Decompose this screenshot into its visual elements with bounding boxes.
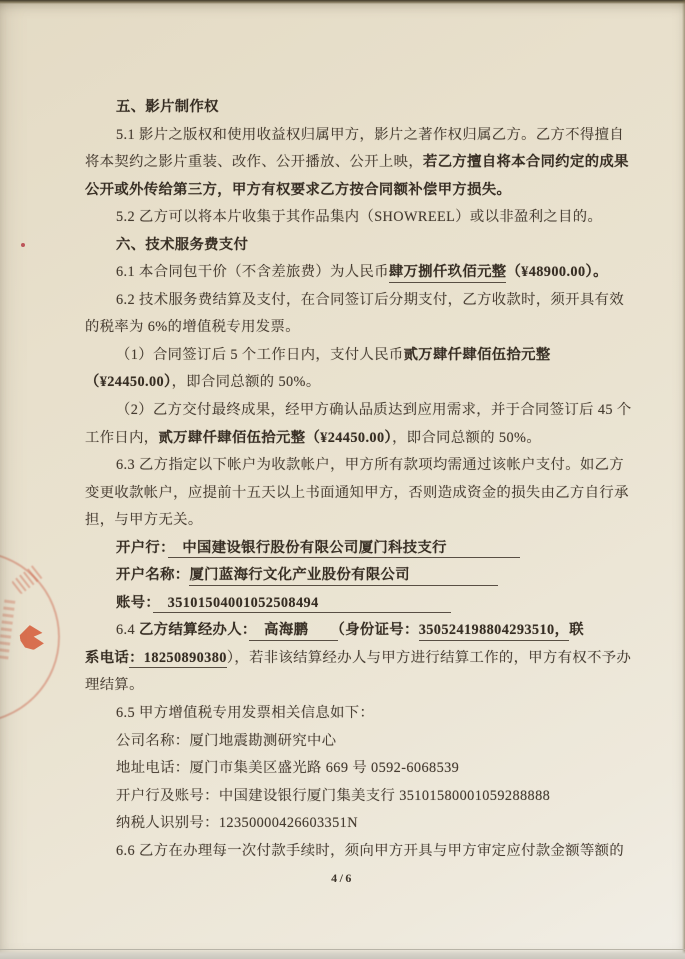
clause-6-3-line-2 (85, 480, 629, 508)
text-segment: 系电话 (85, 649, 130, 666)
text-segment: 纳税人识别号：12350000426603351N (116, 815, 358, 832)
text-segment: 350524198804293510， (419, 622, 570, 641)
field-address-phone (85, 755, 609, 783)
clause-5-2 (85, 204, 609, 232)
clause-5-1-line-3 (85, 177, 609, 205)
text-segment: 6.4 (116, 622, 140, 639)
text-segment: 厦门蓝海行文化产业股份有限公司 (189, 567, 498, 586)
contract-body-text (85, 94, 632, 865)
text-segment: 6.6 乙方在办理每一次付款手续时，须向甲方开具与甲方审定应付款金额等额的 (116, 842, 625, 859)
text-segment: （身份证号： (337, 622, 419, 639)
text-segment: 6.5 甲方增值税专用发票相关信息如下： (116, 705, 375, 722)
page-number: 4/6 (331, 871, 354, 885)
clause-6-2-line-2 (85, 314, 609, 342)
text-segment: 联 (569, 622, 584, 639)
scan-top-edge (0, 0, 685, 4)
clause-6-4-line-3 (85, 672, 609, 700)
clause-5-1-line-1 (85, 122, 625, 150)
seal-circle-arc (0, 551, 60, 723)
text-segment: ，即合同总额的 50%。 (392, 429, 542, 446)
seal-edge-smudge (0, 597, 16, 660)
text-segment: （¥24450.00） (85, 374, 172, 391)
text-segment: 开户名称： (116, 567, 190, 584)
field-account-name (85, 562, 609, 590)
text-segment: （1）合同签订后 5 个工作日内，支付人民币 (116, 346, 404, 363)
text-segment: （2）乙方交付最终成果，经甲方确认品质达到应用需求，并于合同签订后 45 个 (116, 402, 632, 419)
field-company-name (85, 728, 609, 756)
text-segment: 6.3 乙方指定以下帐户为收款帐户，甲方所有款项均需通过该帐户支付。如乙方 (116, 457, 625, 474)
text-segment: 中国建设银行股份有限公司厦门科技支行 (168, 540, 521, 559)
text-segment: 六、技术服务费支付 (116, 236, 249, 253)
clause-6-4-line-2 (85, 645, 632, 673)
text-segment: 担，与甲方无关。 (85, 512, 203, 529)
seal-solid-mark (18, 624, 44, 652)
text-segment: 35101504001052508494 (153, 595, 451, 614)
heading-section-5 (85, 94, 609, 122)
text-segment: 工作日内， (85, 429, 159, 446)
red-seal-stamp (0, 545, 95, 740)
seal-text-smudge (11, 563, 44, 594)
text-segment: 账号： (116, 594, 153, 611)
text-segment: 6.2 技术服务费结算及支付，在合同签订后分期支付，乙方收款时，须开具有效 (116, 291, 625, 308)
text-segment: 贰万肆仟肆佰伍拾元整 (403, 346, 551, 363)
field-account-number (85, 590, 609, 618)
text-segment: ），若非该结算经办人与甲方进行结算工作的，甲方有权不予办 (226, 649, 632, 666)
text-segment: 5.1 影片之版权和使用收益权归属甲方，影片之著作权归属乙方。乙方不得擅自 (116, 126, 625, 143)
text-segment: 贰万肆仟肆佰伍拾元整（¥24450.00） (158, 429, 393, 446)
field-bank-and-account (85, 783, 609, 811)
clause-6-4-line-1 (85, 617, 609, 645)
heading-section-6 (85, 232, 609, 260)
field-bank-name (85, 535, 609, 563)
clause-5-1-line-2 (85, 149, 629, 177)
clause-6-2-item-2-line-2 (85, 425, 609, 453)
text-segment: 开户行： (116, 539, 168, 556)
text-segment: 公司名称：厦门地震勘测研究中心 (116, 732, 337, 749)
clause-6-1 (85, 259, 609, 287)
text-segment: 变更收款帐户，应提前十五天以上书面通知甲方，否则造成资金的损失由乙方自行承 (85, 484, 629, 501)
text-segment: 6.1 本合同包干价（不含差旅费）为人民币 (116, 264, 389, 281)
text-segment: 开户行及账号：中国建设银行厦门集美支行 35101580001059288888 (116, 787, 551, 804)
text-segment: 将本契约之影片重装、改作、公开播放、公开上映， (85, 154, 424, 171)
clause-6-2-item-2-line-1 (85, 397, 632, 425)
scan-bottom-edge (0, 949, 685, 959)
text-segment: 5.2 乙方可以将本片收集于其作品集内（SHOWREEL）或以非盈利之目的。 (116, 209, 603, 226)
field-taxpayer-id (85, 810, 609, 838)
text-segment: 公开或外传给第三方，甲方有权要求乙方按合同额补偿甲方损失。 (85, 181, 512, 198)
clause-6-2-item-1-line-1 (85, 342, 609, 370)
clause-6-5 (85, 700, 609, 728)
clause-6-3-line-1 (85, 452, 625, 480)
clause-6-2-item-1-line-2 (85, 369, 609, 397)
text-segment: ：18250890380 (129, 650, 227, 669)
text-segment: （¥48900.00）。 (506, 264, 608, 281)
red-ink-speck (21, 243, 25, 247)
text-segment: 地址电话：厦门市集美区盛光路 669 号 0592-6068539 (116, 760, 460, 777)
clause-6-2-line-1 (85, 287, 625, 315)
text-segment: 高海鹏 (249, 622, 337, 641)
text-segment: 理结算。 (85, 677, 144, 694)
text-segment: ，即合同总额的 50%。 (171, 374, 321, 391)
text-segment: 肆万捌仟玖佰元整 (389, 264, 507, 283)
clause-6-6 (85, 838, 625, 866)
text-segment: 五、影片制作权 (116, 99, 219, 115)
text-segment: 乙方结算经办人： (139, 622, 250, 639)
text-segment: 的税率为 6%的增值税专用发票。 (85, 319, 300, 336)
text-segment: 若乙方擅自将本合同约定的成果 (423, 154, 629, 171)
clause-6-3-line-3 (85, 507, 609, 535)
